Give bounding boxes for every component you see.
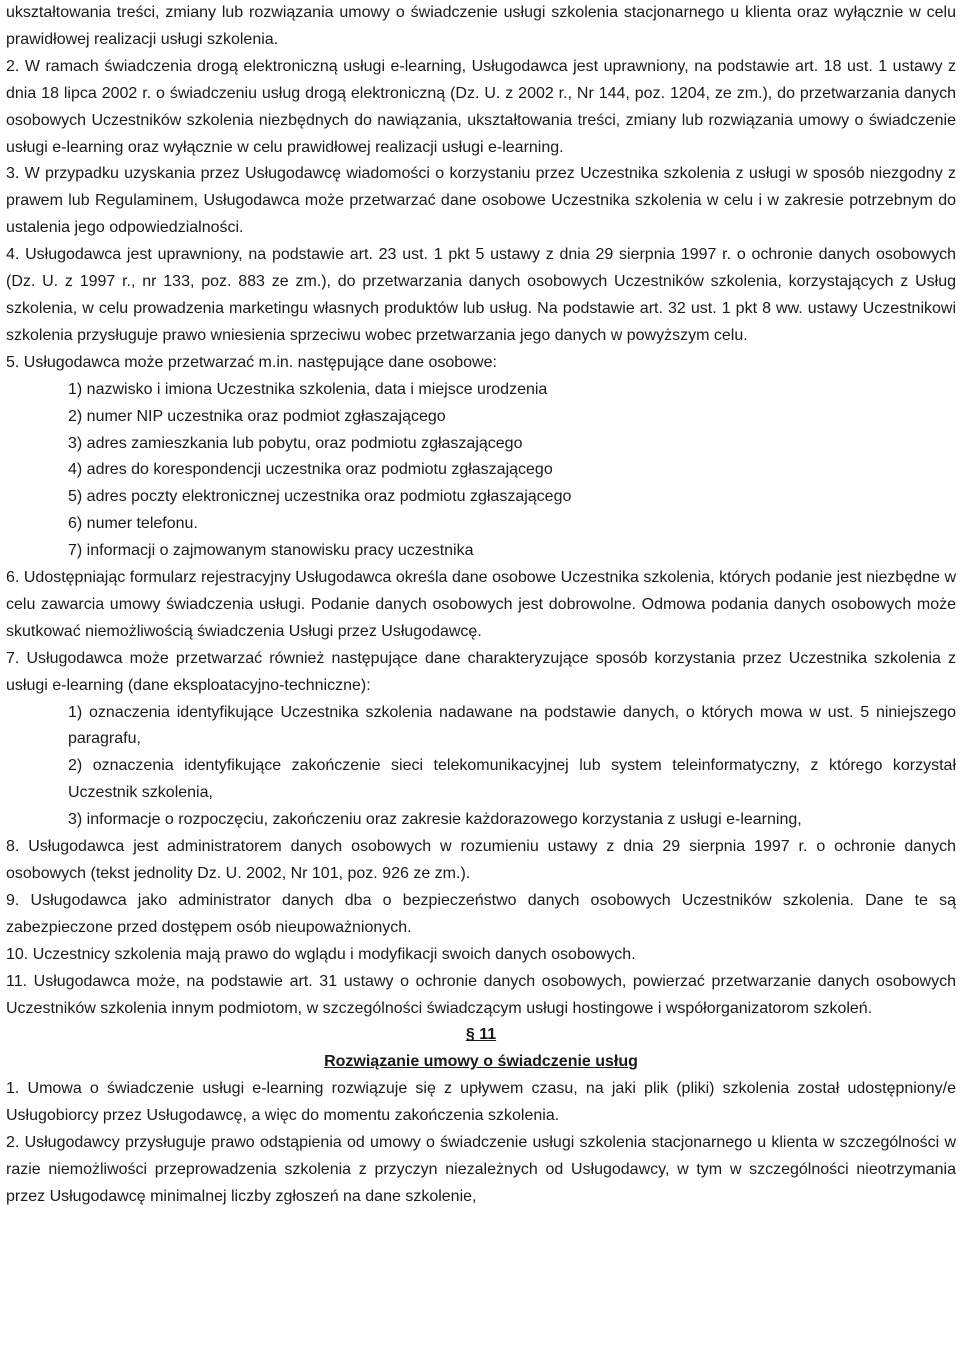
paragraph-7: 7. Usługodawca może przetwarzać również następujące dane charakteryzujące sposób korzystania przez Uczestnika szkolenia z usługi e-learning (dane eksploatacyjno-techniczne): [6,649,956,694]
paragraph-2: 2. W ramach świadczenia drogą elektroniczną usługi e-learning, Usługodawca jest uprawniony, na podstawie art. 18 ust. 1 ustawy z dnia 18 lipca 2002 r. o świadczeniu usług drogą elektroniczną (Dz. U. z 2002 r., Nr 144, poz. 1204, ze zm.), do przetwarzania danych osobowych Uczestników szkolenia niezbędnych do nawiązania, ukształtowania treści, zmiany lub rozwiązania umowy o świadczenie usługi e-learning oraz wyłącznie w celu prawidłowej realizacji usługi e-learning. [6,57,956,156]
list-item: 6) numer telefonu. [68,515,198,533]
paragraph-8: 8. Usługodawca jest administratorem danych osobowych w rozumieniu ustawy z dnia 29 sierpnia 1997 r. o ochronie danych osobowych (tekst jednolity Dz. U. 2002, Nr 101, poz. 926 ze zm.). [6,838,956,882]
list-item: 3) informacje o rozpoczęciu, zakończeniu oraz zakresie każdorazowego korzystania z usługi e-learning, [68,811,802,829]
list-item: 2) oznaczenia identyfikujące zakończenie sieci telekomunikacyjnej lub system teleinformatyczny, z którego korzystał Uczestnik szkolenia, [68,757,956,802]
paragraph-5: 5. Usługodawca może przetwarzać m.in. następujące dane osobowe: [6,353,497,371]
list-item: 1) oznaczenia identyfikujące Uczestnika szkolenia nadawane na podstawie danych, o których mowa w ust. 5 niniejszego paragrafu, [68,703,956,748]
personal-data-list [6,377,956,565]
list-item: 2) numer NIP uczestnika oraz podmiot zgłaszającego [68,407,446,425]
paragraph-6: 6. Udostępniając formularz rejestracyjny Usługodawca określa dane osobowe Uczestnika szkolenia, których podanie jest niezbędne w celu zawarcia umowy świadczenia usługi. Podanie danych osobowych jest dobrowolne. Odmowa podania danych osobowych może skutkować niemożliwością świadczenia Usługi przez Usługodawcę. [6,569,956,640]
list-item: 7) informacji o zajmowanym stanowisku pracy uczestnika [68,542,474,560]
section-paragraph-1: 1. Umowa o świadczenie usługi e-learning rozwiązuje się z upływem czasu, na jaki plik (pliki) szkolenia został udostępniony/e Usługobiorcy przez Usługodawcę, a więc do momentu zakończenia szkolenia. [6,1080,956,1125]
paragraph-9: 9. Usługodawca jako administrator danych dba o bezpieczeństwo danych osobowych Uczestników szkolenia. Dane te są zabezpieczone przed dostępem osób nieupoważnionych. [6,891,956,936]
paragraph-3: 3. W przypadku uzyskania przez Usługodawcę wiadomości o korzystaniu przez Uczestnika szkolenia z usługi w sposób niezgodny z prawem lub Regulaminem, Usługodawca może przetwarzać dane osobowe Uczestnika szkolenia w celu i w zakresie potrzebnym do ustalenia jego odpowiedzialności. [6,165,956,237]
list-item: 3) adres zamieszkania lub pobytu, oraz podmiotu zgłaszającego [68,434,523,452]
paragraph-10: 10. Uczestnicy szkolenia mają prawo do wglądu i modyfikacji swoich danych osobowych. [6,945,636,963]
technical-data-list [6,700,956,835]
paragraph-continuation: ukształtowania treści, zmiany lub rozwiązania umowy o świadczenie usługi szkolenia stacjonarnego u klienta oraz wyłącznie w celu prawidłowej realizacji usługi szkolenia. [6,4,956,48]
document-page [6,0,956,1211]
list-item: 1) nazwisko i imiona Uczestnika szkolenia, data i miejsce urodzenia [68,380,548,398]
paragraph-11: 11. Usługodawca może, na podstawie art. 31 ustawy o ochronie danych osobowych, powierzać przetwarzanie danych osobowych Uczestników szkolenia innym podmiotom, w szczególności świadczącym usługi hostingowe i współorganizatorom szkoleń. [6,972,956,1017]
section-title: Rozwiązanie umowy o świadczenie usług [324,1053,638,1071]
paragraph-4: 4. Usługodawca jest uprawniony, na podstawie art. 23 ust. 1 pkt 5 ustawy z dnia 29 sierpnia 1997 r. o ochronie danych osobowych (Dz. U. z 1997 r., nr 133, poz. 883 ze zm.), do przetwarzania danych osobowych Uczestników szkolenia, korzystających z Usług szkolenia, w celu prowadzenia marketingu własnych produktów lub usług. Na podstawie art. 32 ust. 1 pkt 8 ww. ustawy Uczestnikowi szkolenia przysługuje prawo wniesienia sprzeciwu wobec przetwarzania jego danych w powyższym celu. [6,246,956,344]
section-number: § 11 [465,1026,497,1044]
list-item: 5) adres poczty elektronicznej uczestnika oraz podmiotu zgłaszającego [68,488,572,506]
section-paragraph-2: 2. Usługodawcy przysługuje prawo odstąpienia od umowy o świadczenie usługi szkolenia stacjonarnego u klienta w szczególności w razie niemożliwości przeprowadzenia szkolenia z przyczyn niezależnych od Usługodawcy, w tym w szczególności nieotrzymania przez Usługodawcę minimalnej liczby zgłoszeń na dane szkolenie, [6,1134,956,1205]
list-item: 4) adres do korespondencji uczestnika oraz podmiotu zgłaszającego [68,461,553,479]
